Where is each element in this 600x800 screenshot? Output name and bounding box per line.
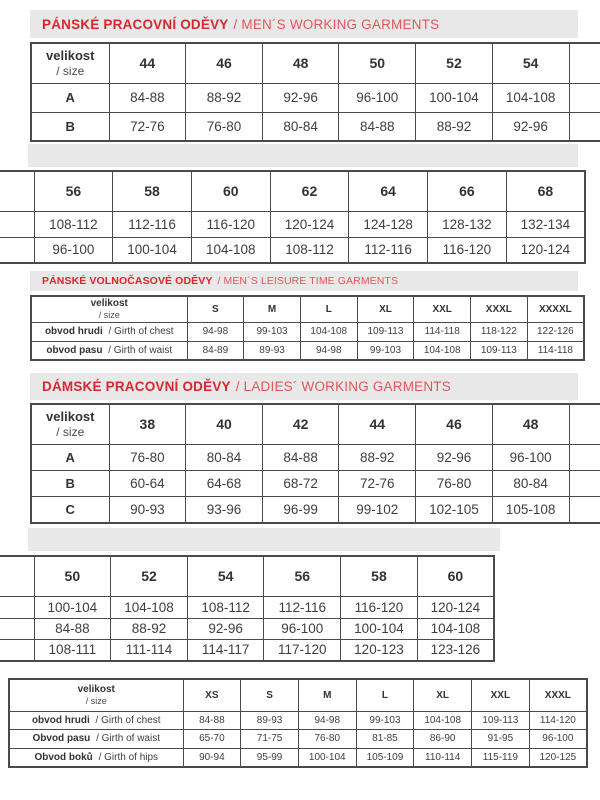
size-label-czech: velikost (90, 297, 128, 309)
value-cell: 80-84 (492, 470, 569, 496)
value-cell: 116-120 (191, 211, 270, 237)
size-header-cell: 44 (339, 404, 416, 444)
value-cell: 108-112 (34, 211, 113, 237)
value-cell: 109-113 (472, 711, 530, 729)
row-label-czech: obvod hrudi (31, 714, 90, 726)
row-label: B (31, 112, 109, 141)
value-cell: 117-120 (264, 639, 341, 661)
size-label-english: / size (98, 310, 120, 321)
size-header-row (31, 43, 600, 83)
value-cell: 96-100 (492, 444, 569, 470)
value-cell: 104-108 (414, 711, 472, 729)
value-cell: 99-103 (244, 322, 301, 341)
value-cell: 84-88 (34, 618, 111, 639)
measurement-row-b-cont (0, 618, 494, 639)
value-cell: 96-100 (34, 237, 113, 263)
value-cell: 120-124 (506, 237, 585, 263)
clipped-column-cell (569, 404, 600, 444)
value-cell: 115-119 (472, 748, 530, 767)
size-header-row (31, 404, 600, 444)
mens-working-table-sizes-56-68 (0, 170, 586, 264)
size-header-cell: 48 (492, 404, 569, 444)
value-cell: 105-109 (356, 748, 414, 767)
girth-of-chest-row (9, 711, 587, 729)
value-cell: 100-104 (113, 237, 192, 263)
section-title-english: / MEN´S WORKING GARMENTS (233, 16, 440, 32)
size-header-cell: XL (357, 296, 414, 322)
measurement-row-b-cont (0, 237, 585, 263)
value-cell: 60-64 (109, 470, 186, 496)
size-header-cell: L (356, 679, 414, 711)
value-cell: 132-134 (506, 211, 585, 237)
value-cell: 95-99 (241, 748, 299, 767)
value-cell: 72-76 (109, 112, 186, 141)
value-cell: 92-96 (492, 112, 569, 141)
value-cell: 88-92 (416, 112, 493, 141)
row-label-czech: obvod hrudi (44, 326, 103, 337)
size-label-czech: velikost (77, 683, 115, 695)
value-cell: 64-68 (186, 470, 263, 496)
value-cell: 111-114 (111, 639, 188, 661)
size-header-cell: XXXXL (527, 296, 584, 322)
measurement-row-a-cont (0, 596, 494, 618)
value-cell: 120-124 (417, 596, 494, 618)
size-label-header (31, 296, 187, 322)
size-header-cell: 46 (416, 404, 493, 444)
row-label-girth-of-chest (31, 322, 187, 341)
size-header-cell: 48 (262, 43, 339, 83)
value-cell: 76-80 (186, 112, 263, 141)
value-cell: 88-92 (339, 444, 416, 470)
size-header-cell: 50 (34, 556, 111, 596)
value-cell: 68-72 (262, 470, 339, 496)
section-title-english: / LADIES´ WORKING GARMENTS (235, 379, 451, 394)
clipped-column-cell (569, 83, 600, 112)
size-header-cell: 58 (113, 171, 192, 211)
value-cell: 116-120 (341, 596, 418, 618)
row-label-czech: Obvod pasu (32, 733, 91, 744)
row-label-english: / Girth of hips (98, 751, 159, 763)
measurement-row-b (31, 112, 600, 141)
size-header-cell: 62 (270, 171, 349, 211)
value-cell: 100-104 (298, 748, 356, 767)
size-header-cell: S (187, 296, 244, 322)
size-header-cell: 42 (262, 404, 339, 444)
measurement-row-a (31, 444, 600, 470)
measurement-row-c (31, 496, 600, 523)
value-cell: 72-76 (339, 470, 416, 496)
value-cell: 96-100 (339, 83, 416, 112)
separator-bar (28, 144, 578, 167)
size-header-cell: 56 (264, 556, 341, 596)
size-header-cell: 60 (191, 171, 270, 211)
value-cell: 96-100 (264, 618, 341, 639)
row-label-girth-of-hips (9, 748, 183, 767)
separator-bar (28, 528, 500, 551)
value-cell: 92-96 (262, 83, 339, 112)
value-cell: 104-108 (111, 596, 188, 618)
value-cell: 84-89 (187, 341, 244, 360)
row-label-czech: obvod pasu (46, 344, 103, 356)
row-label-girth-of-waist (9, 729, 183, 748)
value-cell: 84-88 (262, 444, 339, 470)
size-header-cell: 64 (349, 171, 428, 211)
value-cell: 114-117 (187, 639, 264, 661)
value-cell: 109-113 (357, 322, 414, 341)
value-cell: 105-108 (492, 496, 569, 523)
row-label: A (31, 83, 109, 112)
value-cell: 104-108 (417, 618, 494, 639)
clipped-column-cell (569, 112, 600, 141)
row-label-english: / Girth of waist (108, 344, 173, 356)
value-cell: 120-124 (270, 211, 349, 237)
value-cell: 94-98 (298, 711, 356, 729)
size-header-cell: L (300, 296, 357, 322)
size-header-cell: 54 (187, 556, 264, 596)
value-cell: 123-126 (417, 639, 494, 661)
value-cell: 128-132 (428, 211, 507, 237)
row-label: C (31, 496, 109, 523)
clipped-row-label (0, 596, 34, 618)
row-label-girth-of-chest (9, 711, 183, 729)
value-cell: 86-90 (414, 729, 472, 748)
size-header-cell: 68 (506, 171, 585, 211)
value-cell: 118-122 (471, 322, 528, 341)
size-label-czech: velikost (46, 47, 95, 63)
clipped-row-label (0, 618, 34, 639)
value-cell: 91-95 (472, 729, 530, 748)
value-cell: 112-116 (349, 237, 428, 263)
size-label-english: / size (56, 64, 85, 79)
clipped-row-label (0, 639, 34, 661)
ladies-working-table-sizes-50-60 (0, 555, 495, 662)
value-cell: 81-85 (356, 729, 414, 748)
value-cell: 84-88 (339, 112, 416, 141)
value-cell: 89-93 (244, 341, 301, 360)
size-header-cell: 60 (417, 556, 494, 596)
value-cell: 104-108 (191, 237, 270, 263)
clipped-column-cell (569, 470, 600, 496)
value-cell: 94-98 (300, 341, 357, 360)
size-header-cell: M (244, 296, 301, 322)
value-cell: 114-118 (414, 322, 471, 341)
size-label-header (31, 43, 109, 83)
value-cell: 92-96 (187, 618, 264, 639)
clipped-row-label (0, 211, 34, 237)
size-header-cell: 66 (428, 171, 507, 211)
row-label: B (31, 470, 109, 496)
size-label-english: / size (56, 425, 85, 440)
clipped-label-header (0, 171, 34, 211)
value-cell: 84-88 (183, 711, 241, 729)
size-header-cell: XXXL (529, 679, 587, 711)
value-cell: 71-75 (241, 729, 299, 748)
value-cell: 99-102 (339, 496, 416, 523)
clipped-row-label (0, 237, 34, 263)
size-header-cell: 52 (111, 556, 188, 596)
mens-leisure-table (30, 295, 585, 361)
size-header-cell: XXXL (471, 296, 528, 322)
value-cell: 108-112 (187, 596, 264, 618)
section-title-ladies-working (30, 373, 578, 400)
size-header-cell: 50 (339, 43, 416, 83)
row-label-girth-of-waist (31, 341, 187, 360)
value-cell: 89-93 (241, 711, 299, 729)
value-cell: 109-113 (471, 341, 528, 360)
size-header-cell: M (298, 679, 356, 711)
size-header-cell: XXL (472, 679, 530, 711)
measurement-row-a (31, 83, 600, 112)
measurement-row-a-cont (0, 211, 585, 237)
value-cell: 114-120 (529, 711, 587, 729)
size-header-cell: 54 (492, 43, 569, 83)
row-label-english: / Girth of waist (96, 733, 160, 744)
value-cell: 100-104 (341, 618, 418, 639)
girth-of-waist-row (9, 729, 587, 748)
size-header-row (31, 296, 584, 322)
row-label-english: / Girth of chest (108, 326, 174, 337)
value-cell: 80-84 (262, 112, 339, 141)
value-cell: 80-84 (186, 444, 263, 470)
value-cell: 104-108 (492, 83, 569, 112)
measurement-row-c-cont (0, 639, 494, 661)
value-cell: 90-93 (109, 496, 186, 523)
value-cell: 124-128 (349, 211, 428, 237)
size-header-cell: 38 (109, 404, 186, 444)
size-header-row (0, 556, 494, 596)
value-cell: 112-116 (113, 211, 192, 237)
size-header-cell: 46 (186, 43, 263, 83)
row-label-czech: Obvod boků (34, 751, 93, 763)
ladies-measurements-table (8, 678, 588, 768)
value-cell: 88-92 (111, 618, 188, 639)
section-title-mens-leisure (30, 271, 578, 291)
size-header-cell: 44 (109, 43, 186, 83)
value-cell: 100-104 (34, 596, 111, 618)
value-cell: 114-118 (527, 341, 584, 360)
section-title-czech: DÁMSKÉ PRACOVNÍ ODĚVY (42, 379, 231, 394)
value-cell: 65-70 (183, 729, 241, 748)
clipped-column-cell (569, 444, 600, 470)
value-cell: 96-100 (529, 729, 587, 748)
value-cell: 110-114 (414, 748, 472, 767)
mens-working-table-sizes-44-54 (30, 42, 600, 142)
clipped-column-cell (569, 496, 600, 523)
size-header-cell: 58 (341, 556, 418, 596)
value-cell: 116-120 (428, 237, 507, 263)
size-header-cell: XL (414, 679, 472, 711)
value-cell: 104-108 (300, 322, 357, 341)
clipped-column-cell (569, 43, 600, 83)
value-cell: 96-99 (262, 496, 339, 523)
value-cell: 104-108 (414, 341, 471, 360)
row-label: A (31, 444, 109, 470)
value-cell: 90-94 (183, 748, 241, 767)
ladies-working-table-sizes-38-48 (30, 403, 600, 524)
row-label-english: / Girth of chest (95, 714, 161, 726)
value-cell: 120-123 (341, 639, 418, 661)
value-cell: 100-104 (416, 83, 493, 112)
value-cell: 76-80 (109, 444, 186, 470)
value-cell: 92-96 (416, 444, 493, 470)
girth-of-waist-row (31, 341, 584, 360)
clipped-label-header (0, 556, 34, 596)
size-header-row (9, 679, 587, 711)
girth-of-chest-row (31, 322, 584, 341)
measurement-row-b (31, 470, 600, 496)
size-header-cell: XXL (414, 296, 471, 322)
value-cell: 76-80 (416, 470, 493, 496)
value-cell: 108-112 (270, 237, 349, 263)
size-header-row (0, 171, 585, 211)
size-label-header (9, 679, 183, 711)
size-label-english: / size (85, 696, 107, 707)
size-header-cell: 52 (416, 43, 493, 83)
size-label-header (31, 404, 109, 444)
value-cell: 99-103 (357, 341, 414, 360)
value-cell: 76-80 (298, 729, 356, 748)
section-title-mens-working (30, 10, 578, 38)
size-label-czech: velikost (46, 408, 95, 424)
value-cell: 108-111 (34, 639, 111, 661)
value-cell: 112-116 (264, 596, 341, 618)
value-cell: 94-98 (187, 322, 244, 341)
size-header-cell: 56 (34, 171, 113, 211)
value-cell: 93-96 (186, 496, 263, 523)
size-header-cell: S (241, 679, 299, 711)
value-cell: 84-88 (109, 83, 186, 112)
section-title-czech: PÁNSKÉ PRACOVNÍ ODĚVY (42, 16, 229, 32)
section-title-english: / MEN´S LEISURE TIME GARMENTS (217, 275, 399, 287)
value-cell: 102-105 (416, 496, 493, 523)
size-header-cell: 40 (186, 404, 263, 444)
value-cell: 122-126 (527, 322, 584, 341)
size-header-cell: XS (183, 679, 241, 711)
value-cell: 99-103 (356, 711, 414, 729)
girth-of-hips-row (9, 748, 587, 767)
value-cell: 120-125 (529, 748, 587, 767)
section-title-czech: PÁNSKÉ VOLNOČASOVÉ ODĚVY (42, 275, 213, 287)
value-cell: 88-92 (186, 83, 263, 112)
